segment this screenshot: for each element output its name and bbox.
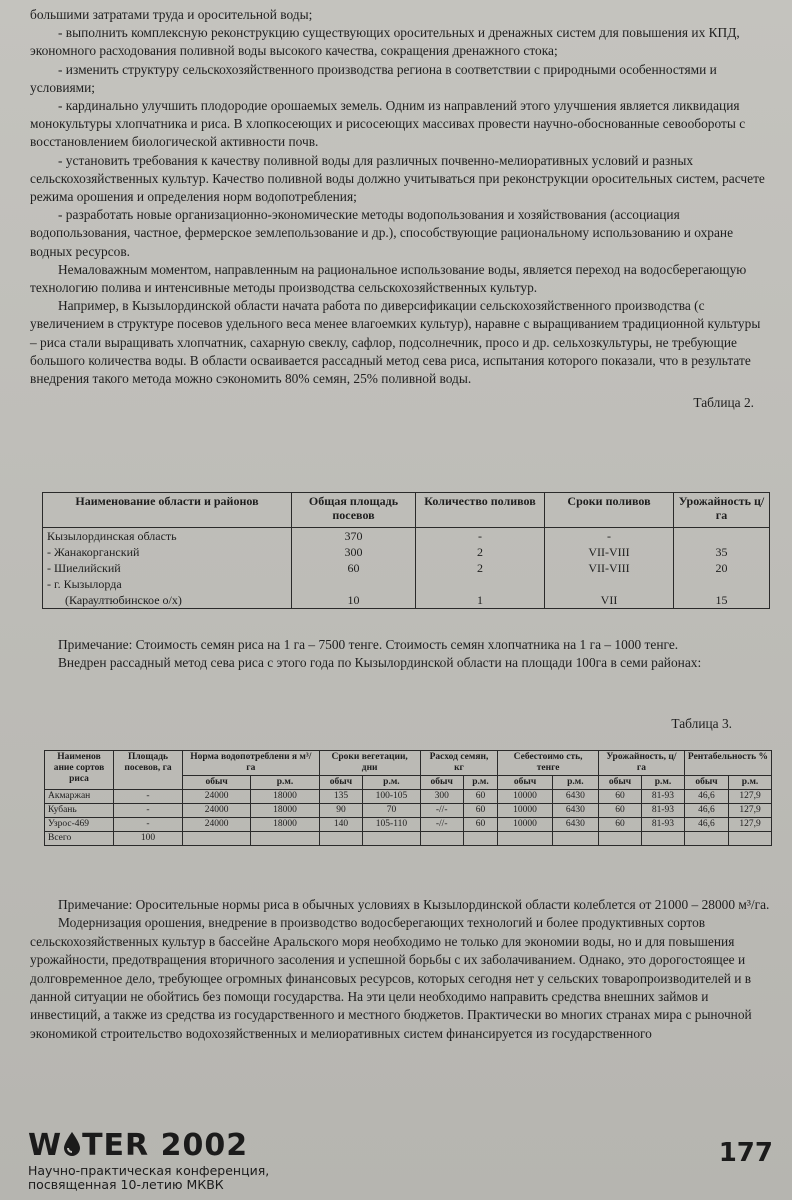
table3-header: Норма водопотреблени я м³/га: [183, 751, 320, 776]
table2-header: Урожайность ц/га: [674, 493, 770, 528]
table3-cell: [552, 832, 598, 846]
table3-cell: 300: [420, 790, 463, 804]
table2-header: Общая площадь посевов: [292, 493, 416, 528]
note-2: Примечание: Оросительные нормы риса в обычных условиях в Кызылординской области колеблется от 21000 – 28000 м³/га.: [58, 897, 770, 912]
table2-cell: - г. Кызылорда: [43, 576, 292, 592]
table-row: [43, 592, 770, 609]
table3-subheader: р.м.: [552, 776, 598, 790]
notes-block-2: [30, 896, 770, 1043]
table3-cell: 81-93: [641, 790, 684, 804]
paragraph-rassad: Внедрен рассадный метод сева риса с этого года по Кызылординской области на площади 100га в семи районах:: [58, 655, 702, 671]
logo-letter: W: [28, 1128, 63, 1163]
table3-cell: 6430: [552, 804, 598, 818]
table2-header: Количество поливов: [416, 493, 545, 528]
table3-cell: 46,6: [684, 804, 728, 818]
table3-cell: 81-93: [641, 818, 684, 832]
table-row: [45, 832, 772, 846]
page-footer: [28, 1128, 773, 1194]
conference-subtitle: [28, 1164, 269, 1192]
table2-cell: 60: [292, 560, 416, 576]
table3-cell: 127,9: [729, 804, 772, 818]
table3-cell: Узрос-469: [45, 818, 114, 832]
table3-cell: 90: [319, 804, 363, 818]
table3-cell: Всего: [45, 832, 114, 846]
table2-cell: 300: [292, 544, 416, 560]
table3-header: Сроки вегетации, дни: [319, 751, 420, 776]
table3-subheader: обыч: [183, 776, 251, 790]
table3-cell: 10000: [498, 790, 553, 804]
table3-cell: [319, 832, 363, 846]
table3-cell: [498, 832, 553, 846]
table-row: [43, 560, 770, 576]
note-1: Примечание: Стоимость семян риса на 1 га – 7500 тенге. Стоимость семян хлопчатника на 1 га – 1000 тенге.: [58, 637, 679, 652]
table2-cell: - Шиелийский: [43, 560, 292, 576]
body-text-top: [30, 6, 770, 416]
table2-cell: 35: [674, 544, 770, 560]
table3-header-row: [45, 751, 772, 776]
table3-cell: 18000: [251, 818, 319, 832]
table2-cell: -: [545, 528, 674, 545]
table3-cell: 105-110: [363, 818, 420, 832]
table2-cell: VII-VIII: [545, 560, 674, 576]
table3-cell: 6430: [552, 790, 598, 804]
table2-cell: -: [416, 528, 545, 545]
table2-cell: [416, 576, 545, 592]
table2-cell: 1: [416, 592, 545, 609]
table2-cell: 20: [674, 560, 770, 576]
table3-cell: 24000: [183, 790, 251, 804]
notes-block-1: [30, 636, 770, 672]
subtitle-line-2: посвященная 10-летию МКВК: [28, 1177, 224, 1192]
page-number: 177: [718, 1138, 773, 1168]
conference-logo: [28, 1128, 248, 1163]
table3-cell: -//-: [420, 818, 463, 832]
table3-cell: Акмаржан: [45, 790, 114, 804]
table3-cell: 100: [114, 832, 183, 846]
table3-cell: 60: [598, 818, 641, 832]
table3-subheader: р.м.: [251, 776, 319, 790]
table3-subheader: обыч: [420, 776, 463, 790]
table2-caption: Таблица 2.: [693, 395, 754, 411]
table2-cell: Кызылординская область: [43, 528, 292, 545]
table3-cell: 24000: [183, 818, 251, 832]
table3-cell: 46,6: [684, 818, 728, 832]
table3-header: Урожайность, ц/га: [598, 751, 684, 776]
paragraph-7: Например, в Кызылординской области начата работа по диверсификации сельскохозяйственного производства (с увеличением в структуре посевов удельного веса менее влагоемких культур), наравне с выращиванием традиционной культуры – риса стали выращивать хлопчатник, сахарную свеклу, сафлор, подсолнечник, просо и др. сельхозкультуры, не требующие большого количества воды. В области осваивается рассадный метод сева риса, испытания которого показали, что в результате внедрения такого метода можно сэкономить 80% семян, 25% поливной воды.: [30, 298, 761, 387]
table3-cell: 135: [319, 790, 363, 804]
table3-cell: 10000: [498, 804, 553, 818]
table2-cell: - Жанакорганский: [43, 544, 292, 560]
paragraph-0: большими затратами труда и оросительной воды;: [30, 7, 313, 22]
table3-cell: 46,6: [684, 790, 728, 804]
table3-caption: Таблица 3.: [671, 716, 732, 731]
table3-cell: 60: [598, 790, 641, 804]
table3-cell: [598, 832, 641, 846]
table-row: [45, 818, 772, 832]
table3-cell: 10000: [498, 818, 553, 832]
table2-cell: [545, 576, 674, 592]
table3-body: [45, 790, 772, 846]
paragraph-1: - выполнить комплексную реконструкцию существующих оросительных и дренажных систем для повышения их КПД, экономного расходования поливной воды высокого качества, сокращения дренажного стока;: [30, 25, 740, 59]
table3-cell: [729, 832, 772, 846]
table3-cell: 81-93: [641, 804, 684, 818]
table3-header: Наименов ание сортов риса: [45, 751, 114, 790]
table2-cell: (Караултюбинское о/х): [43, 592, 292, 609]
table3-cell: 18000: [251, 804, 319, 818]
table-2: [42, 492, 770, 609]
table3-cell: [463, 832, 498, 846]
table3-cell: Кубань: [45, 804, 114, 818]
table3-subheader: обыч: [684, 776, 728, 790]
table3-cell: 140: [319, 818, 363, 832]
table2-cell: 370: [292, 528, 416, 545]
table3-subheader: р.м.: [363, 776, 420, 790]
table3-cell: 24000: [183, 804, 251, 818]
table3-cell: -: [114, 818, 183, 832]
table2-cell: 10: [292, 592, 416, 609]
table2-cell: 2: [416, 544, 545, 560]
table3-subheader: р.м.: [729, 776, 772, 790]
table2-cell: 15: [674, 592, 770, 609]
paragraph-3: - кардинально улучшить плодородие орошаемых земель. Одним из направлений этого улучшения является ликвидация монокультуры хлопчатника и риса. В хлопкосеющих и рисосеющих массивах провести научно-обоснованные севообороты с восстановлением биологической активности почв.: [30, 98, 746, 150]
table2-header: Сроки поливов: [545, 493, 674, 528]
table3-cell: 18000: [251, 790, 319, 804]
table2-header-row: [43, 493, 770, 528]
table-row: [43, 528, 770, 545]
table3-cell: 70: [363, 804, 420, 818]
table2-header: Наименование области и районов: [43, 493, 292, 528]
table3-cell: [251, 832, 319, 846]
table2-cell: [674, 528, 770, 545]
table3-cell: [363, 832, 420, 846]
table3-subheader: р.м.: [641, 776, 684, 790]
table3-cell: -//-: [420, 804, 463, 818]
table3-cell: 60: [598, 804, 641, 818]
table3-cell: [684, 832, 728, 846]
table3-subheader: обыч: [319, 776, 363, 790]
table3-subheader: обыч: [498, 776, 553, 790]
table-row: [43, 576, 770, 592]
table3-cell: 127,9: [729, 818, 772, 832]
table3-cell: -: [114, 804, 183, 818]
table3-header: Площадь посевов, га: [114, 751, 183, 790]
paragraph-6: Немаловажным моментом, направленным на рациональное использование воды, является переход на водосберегающую технологию полива и интенсивные методы производства сельскохозяйственных культур.: [30, 261, 747, 296]
table2-cell: 2: [416, 560, 545, 576]
table-3: [44, 750, 772, 846]
table-row: [45, 804, 772, 818]
table3-cell: [183, 832, 251, 846]
table2-cell: VII-VIII: [545, 544, 674, 560]
table3-header: Себестоимо сть, тенге: [498, 751, 599, 776]
table3-subheader: р.м.: [463, 776, 498, 790]
table2-cell: [292, 576, 416, 592]
table3-cell: 127,9: [729, 790, 772, 804]
paragraph-4: - установить требования к качеству поливной воды для различных почвенно-мелиоративных условий и разных сельскохозяйственных культур. Качество поливной воды должно учитываться при реконструкции оросительных систем, расчете режима орошения и определения норм водопотребления;: [30, 152, 765, 205]
table3-cell: 60: [463, 804, 498, 818]
table3-cell: [641, 832, 684, 846]
table3-subheader: обыч: [598, 776, 641, 790]
water-drop-icon: [62, 1131, 82, 1157]
table2-cell: VII: [545, 592, 674, 609]
table3-cell: 60: [463, 790, 498, 804]
table3-cell: -: [114, 790, 183, 804]
table3-header: Расход семян, кг: [420, 751, 498, 776]
subtitle-line-1: Научно-практическая конференция,: [28, 1163, 270, 1178]
paragraph-final: Модернизация орошения, внедрение в производство водосберегающих технологий и более продуктивных сортов сельскохозяйственных культур в бассейне Аральского моря необходимо не только для экономии воды, но и для повышения урожайности, предотвращения вторичного засоления и успешной борьбы с их заболачиванием. Однако, это дорогостоящее и долговременное дело, требующее огромных финансовых ресурсов, которых сегодня нет у сельских товаропроизводителей и в данной ситуации не обойтись без помощи государства. На эти цели необходимо направить средства внешних займов и инвестиций, а также из средства из государственного и местного бюджетов. Практически во многих странах мира с рыночной экономикой строительство водохозяйственных и мелиоративных систем финансируется из государственного: [30, 915, 752, 1041]
table3-header: Рентабельность %: [684, 751, 771, 776]
table3-cell: 6430: [552, 818, 598, 832]
logo-text: TER 2002: [82, 1128, 249, 1163]
table-row: [43, 544, 770, 560]
table-row: [45, 790, 772, 804]
table3-cell: 60: [463, 818, 498, 832]
table3-cell: 100-105: [363, 790, 420, 804]
paragraph-5: - разработать новые организационно-экономические методы водопользования и хозяйствования (ассоциация водопользования, частное, фермерское землепользование и др.), способствующие рациональному использованию и охране водных ресурсов.: [30, 207, 734, 259]
table2-cell: [674, 576, 770, 592]
paragraph-2: - изменить структуру сельскохозяйственного производства региона в соответствии с природными особенностями и условиями;: [30, 61, 717, 95]
table3-cell: [420, 832, 463, 846]
